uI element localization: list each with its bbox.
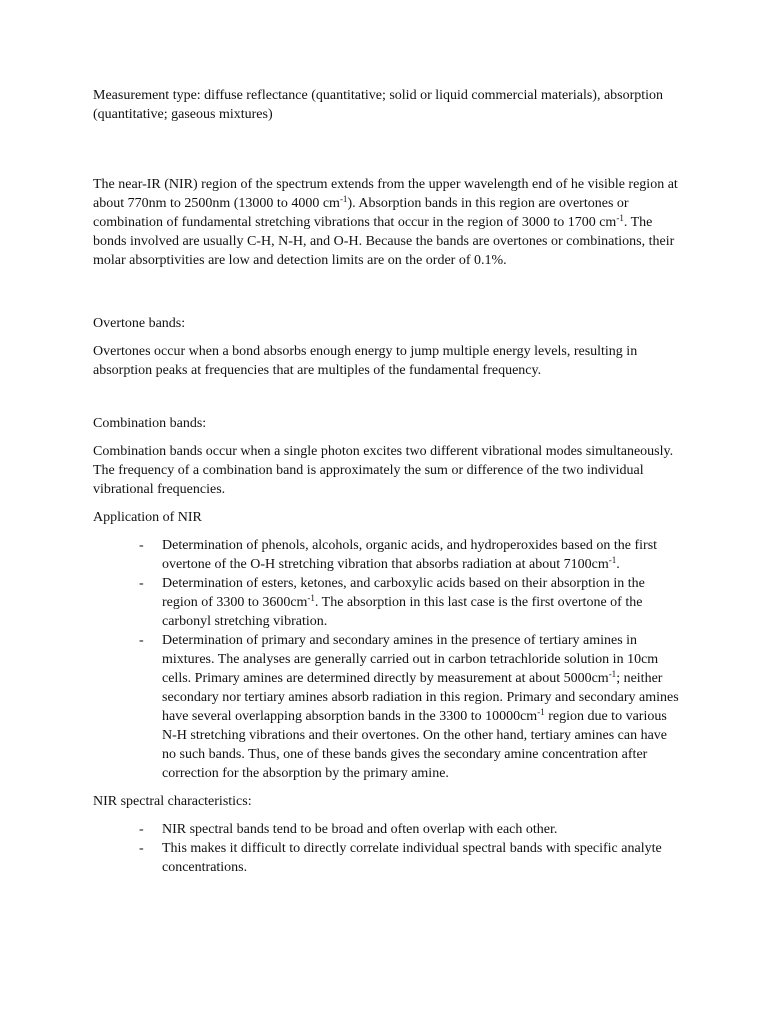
list-dash: - [139,633,144,648]
item-text-part: Determination of esters, ketones, and carboxylic acids based on their absorption in the region of 3300 to 3600cm [162,576,645,610]
list-item [93,839,683,877]
list-dash: - [139,576,144,591]
item-text-part: . The absorption in this last case is the first overtone of the carbonyl stretching vibration. [162,595,643,629]
characteristics-list [93,820,683,877]
item-text-part: . [616,557,620,572]
intro-text-part: ). Absorption bands in this region are overtones or combination of fundamental stretching vibrations that occur in the region of 3000 to 1700 cm [93,196,629,230]
list-item [93,820,683,839]
combination-heading: Combination bands: [93,416,207,431]
superscript: -1 [307,593,315,603]
item-text-part: ; neither secondary nor tertiary amines absorb radiation in this region. Primary and secondary amines have several overlapping absorption bands in the 3300 to 10000cm [162,671,679,724]
list-dash: - [139,841,144,856]
overtone-heading: Overtone bands: [93,316,186,331]
combination-paragraph: Combination bands occur when a single photon excites two different vibrational modes simultaneously. The frequency of a combination band is approximately the sum or difference of the two individual vibrational frequencies. [93,444,674,497]
superscript: -1 [616,213,624,223]
superscript: -1 [608,555,617,565]
list-item [93,536,683,574]
document-page [93,86,683,877]
superscript: -1 [537,707,545,717]
intro-text-part: The near-IR (NIR) region of the spectrum extends from the upper wavelength end of he visible region at about 770nm to 2500nm (13000 to 4000 cm [93,177,678,211]
characteristics-heading: NIR spectral characteristics: [93,794,252,809]
superscript: -1 [608,669,617,679]
intro-paragraph [93,175,683,270]
overtone-paragraph: Overtones occur when a bond absorbs enough energy to jump multiple energy levels, resulting in absorption peaks at frequencies that are multiples of the fundamental frequency. [93,344,638,378]
application-list [93,536,683,783]
intro-text-part: . The bonds involved are usually C-H, N-H, and O-H. Because the bands are overtones or combinations, their molar absorptivities are low and detection limits are on the order of 0.1%. [93,215,675,268]
list-item [93,574,683,631]
list-dash: - [139,538,144,553]
item-text-part: region due to various N-H stretching vibrations and their overtones. On the other hand, tertiary amines can have no such bands. Thus, one of these bands gives the secondary amine concentration after correction for the absorption by the primary amine. [162,709,668,781]
application-heading: Application of NIR [93,510,202,525]
item-text-part: Determination of phenols, alcohols, organic acids, and hydroperoxides based on the first overtone of the O-H stretching vibration that absorbs radiation at about 7100cm [162,538,658,572]
item-text: NIR spectral bands tend to be broad and often overlap with each other. [162,822,558,837]
measurement-type-line: Measurement type: diffuse reflectance (quantitative; solid or liquid commercial materials), absorption (quantitative; gaseous mixtures) [93,88,664,122]
list-item [93,631,683,783]
list-dash: - [139,822,144,837]
superscript: -1 [339,194,348,204]
item-text: This makes it difficult to directly correlate individual spectral bands with specific analyte concentrations. [162,841,662,875]
item-text-part: Determination of primary and secondary amines in the presence of tertiary amines in mixtures. The analyses are generally carried out in carbon tetrachloride solution in 10cm cells. Primary amines are determined directly by measurement at about 5000cm [162,633,659,686]
